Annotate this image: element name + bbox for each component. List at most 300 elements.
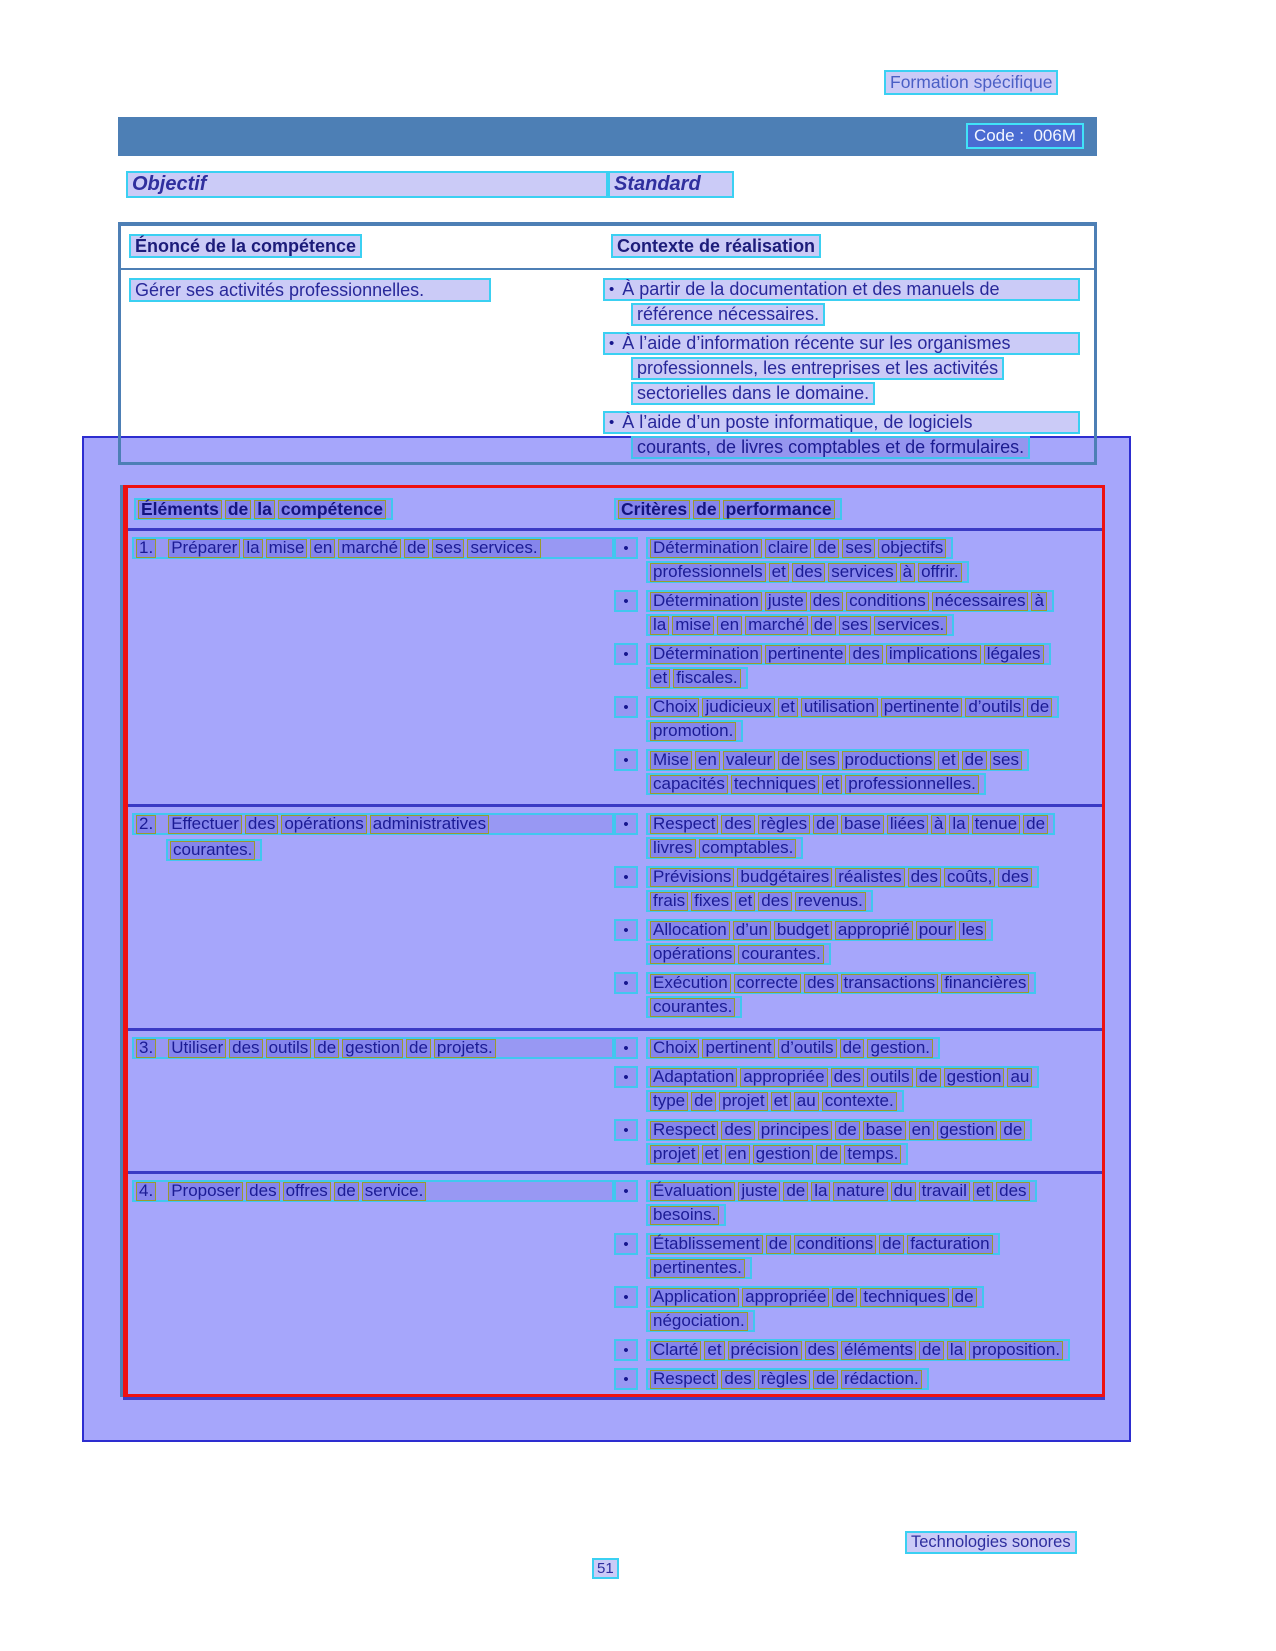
word-box: principes bbox=[758, 1121, 832, 1140]
word-box: des bbox=[721, 1370, 754, 1389]
word-box: Choix bbox=[650, 698, 699, 717]
bullet-icon: • bbox=[609, 414, 615, 431]
word-box: 2. bbox=[136, 815, 156, 834]
text-line-box bbox=[646, 1310, 755, 1332]
text-line-box bbox=[646, 667, 748, 689]
criteria-item bbox=[614, 919, 1094, 965]
text-line-box bbox=[134, 498, 393, 520]
criteria-item bbox=[614, 813, 1094, 859]
word-box: temps. bbox=[844, 1145, 901, 1164]
context-line-box bbox=[603, 278, 1080, 301]
word-box: Mise bbox=[650, 751, 692, 770]
context-line bbox=[603, 332, 1080, 355]
word-box: courantes. bbox=[170, 841, 255, 860]
word-box: de bbox=[816, 1145, 841, 1164]
table-row bbox=[128, 807, 1102, 1031]
word-box: pertinent bbox=[702, 1039, 774, 1058]
criteria-cell bbox=[614, 1037, 1102, 1171]
table2-rows bbox=[128, 531, 1102, 1396]
word-box: base bbox=[841, 815, 884, 834]
text-line-box bbox=[646, 1037, 940, 1059]
criteria-line bbox=[614, 1180, 1094, 1202]
bullet-icon: • bbox=[623, 751, 629, 769]
text-line-box bbox=[132, 1180, 614, 1202]
criteria-line bbox=[646, 1090, 1094, 1112]
word-box: gestion. bbox=[867, 1039, 933, 1058]
word-box: Établissement bbox=[650, 1235, 763, 1254]
word-box: transactions bbox=[841, 974, 939, 993]
word-box: Respect bbox=[650, 815, 718, 834]
context-line-text: À l’aide d’un poste informatique, de logiciels bbox=[622, 412, 973, 432]
text-line-box bbox=[646, 1368, 929, 1390]
word-box: de bbox=[962, 751, 987, 770]
table1-body-row bbox=[121, 270, 1094, 465]
criteria-cell bbox=[614, 537, 1102, 804]
word-box: ses bbox=[842, 539, 874, 558]
word-box: service. bbox=[362, 1182, 427, 1201]
bullet-box bbox=[614, 866, 638, 888]
element-line bbox=[132, 813, 614, 835]
section-header bbox=[884, 70, 1058, 95]
criteria-item bbox=[614, 1233, 1094, 1279]
bullet-icon: • bbox=[623, 1341, 629, 1359]
word-box: de bbox=[225, 500, 251, 519]
bullet-icon: • bbox=[623, 1068, 629, 1086]
word-box: de bbox=[314, 1039, 339, 1058]
bullet-icon: • bbox=[623, 815, 629, 833]
text-line-box bbox=[646, 1119, 1032, 1141]
page-number-label: 51 bbox=[592, 1558, 619, 1579]
text-line-box bbox=[646, 720, 743, 742]
bullet-box bbox=[614, 749, 638, 771]
text-line-box bbox=[646, 996, 742, 1018]
text-line-box bbox=[646, 1286, 984, 1308]
bullet-box bbox=[614, 972, 638, 994]
word-box: négociation. bbox=[650, 1312, 748, 1331]
word-box: besoins. bbox=[650, 1206, 719, 1225]
word-box: marché bbox=[745, 616, 808, 635]
word-box: coûts, bbox=[944, 868, 995, 887]
word-box: ses bbox=[990, 751, 1022, 770]
contexte-list bbox=[603, 278, 1094, 465]
context-line-box bbox=[603, 332, 1080, 355]
word-box: pertinente bbox=[881, 698, 963, 717]
table1-col1-header-cell bbox=[129, 234, 611, 268]
bullet-icon: • bbox=[623, 1370, 629, 1388]
criteria-line bbox=[614, 643, 1094, 665]
program-label: Technologies sonores bbox=[905, 1531, 1077, 1554]
word-box: mise bbox=[672, 616, 714, 635]
criteria-item bbox=[614, 696, 1094, 742]
word-box: règles bbox=[758, 815, 810, 834]
bullet-box bbox=[614, 919, 638, 941]
word-box: au bbox=[1007, 1068, 1032, 1087]
text-line-box bbox=[646, 1090, 904, 1112]
word-box: et bbox=[702, 1145, 722, 1164]
context-line-box: courants, de livres comptables et de formulaires. bbox=[631, 436, 1030, 459]
word-box: objectifs bbox=[878, 539, 946, 558]
criteria-line bbox=[614, 696, 1094, 718]
context-item bbox=[603, 411, 1080, 459]
text-line-box bbox=[646, 1180, 1037, 1202]
bullet-box bbox=[614, 1233, 638, 1255]
criteria-line bbox=[614, 919, 1094, 941]
criteria-item bbox=[614, 590, 1094, 636]
bullet-box bbox=[614, 1368, 638, 1390]
word-box: des bbox=[908, 868, 941, 887]
word-box: de bbox=[832, 1288, 857, 1307]
context-line-box: sectorielles dans le domaine. bbox=[631, 382, 875, 405]
word-box: et bbox=[704, 1341, 724, 1360]
word-box: Prévisions bbox=[650, 868, 734, 887]
text-line-box bbox=[646, 837, 803, 859]
word-box: Effectuer bbox=[168, 815, 242, 834]
word-box: en bbox=[717, 616, 742, 635]
text-line-box bbox=[132, 1037, 614, 1059]
criteria-item bbox=[614, 1037, 1094, 1059]
word-box: appropriée bbox=[740, 1068, 827, 1087]
word-box: professionnelles. bbox=[845, 775, 979, 794]
word-box: règles bbox=[758, 1370, 810, 1389]
text-line-box bbox=[646, 614, 954, 636]
bullet-box bbox=[614, 537, 638, 559]
context-line bbox=[603, 278, 1080, 301]
word-box: d’un bbox=[733, 921, 771, 940]
criteria-line bbox=[614, 972, 1094, 994]
word-box: légales bbox=[984, 645, 1044, 664]
code-label: Code : 006M bbox=[966, 123, 1084, 149]
word-box: éléments bbox=[841, 1341, 916, 1360]
word-box: de bbox=[835, 1121, 860, 1140]
context-line bbox=[631, 382, 1080, 405]
criteria-item bbox=[614, 1286, 1094, 1332]
word-box: outils bbox=[867, 1068, 913, 1087]
word-box: Préparer bbox=[168, 539, 240, 558]
word-box: de bbox=[778, 751, 803, 770]
criteria-line bbox=[646, 773, 1094, 795]
word-box: Proposer bbox=[168, 1182, 243, 1201]
criteria-line bbox=[646, 943, 1094, 965]
bullet-box bbox=[614, 590, 638, 612]
word-box: conditions bbox=[846, 592, 929, 611]
element-cell bbox=[128, 1037, 614, 1171]
title-bar bbox=[118, 117, 1097, 156]
word-box: de bbox=[691, 1092, 716, 1111]
word-box: et bbox=[735, 892, 755, 911]
bullet-box bbox=[614, 1180, 638, 1202]
word-box: nature bbox=[833, 1182, 887, 1201]
word-box: Évaluation bbox=[650, 1182, 735, 1201]
text-line-box bbox=[166, 839, 262, 861]
word-box: correcte bbox=[734, 974, 801, 993]
word-box: des bbox=[849, 645, 882, 664]
word-box: pour bbox=[916, 921, 956, 940]
word-box: administratives bbox=[370, 815, 489, 834]
word-box: Détermination bbox=[650, 592, 762, 611]
word-box: de bbox=[811, 616, 836, 635]
word-box: financières bbox=[941, 974, 1029, 993]
word-box: la bbox=[650, 616, 669, 635]
word-box: de bbox=[952, 1288, 977, 1307]
criteria-item bbox=[614, 866, 1094, 912]
word-box: des bbox=[996, 1182, 1029, 1201]
word-box: d’outils bbox=[965, 698, 1024, 717]
word-box: liées bbox=[887, 815, 928, 834]
text-line-box bbox=[646, 813, 1055, 835]
word-box: juste bbox=[738, 1182, 780, 1201]
word-box: de bbox=[840, 1039, 865, 1058]
word-box: de bbox=[406, 1039, 431, 1058]
word-box: compétence bbox=[278, 500, 386, 519]
text-line-box bbox=[646, 890, 873, 912]
text-line-box bbox=[132, 813, 614, 835]
criteria-line bbox=[646, 996, 1094, 1018]
objectif-standard-heading bbox=[126, 171, 734, 198]
word-box: de bbox=[404, 539, 429, 558]
element-line bbox=[166, 839, 262, 861]
word-box: de bbox=[813, 1370, 838, 1389]
word-box: des bbox=[245, 815, 278, 834]
word-box: Exécution bbox=[650, 974, 731, 993]
word-box: de bbox=[813, 815, 838, 834]
bullet-icon: • bbox=[623, 539, 629, 557]
word-box: productions bbox=[842, 751, 936, 770]
word-box: de bbox=[919, 1341, 944, 1360]
competence-statement: Gérer ses activités professionnelles. bbox=[129, 278, 491, 302]
criteria-line bbox=[614, 1119, 1094, 1141]
word-box: services. bbox=[874, 616, 947, 635]
criteria-line bbox=[646, 720, 1094, 742]
word-box: juste bbox=[765, 592, 807, 611]
criteria-item bbox=[614, 1180, 1094, 1226]
context-line-box: professionnels, les entreprises et les activités bbox=[631, 357, 1004, 380]
word-box: conditions bbox=[794, 1235, 877, 1254]
word-box: offres bbox=[283, 1182, 331, 1201]
element-line bbox=[132, 1180, 614, 1202]
table1-header-row bbox=[121, 226, 1094, 270]
table-row bbox=[128, 1031, 1102, 1174]
word-box: de bbox=[1027, 698, 1052, 717]
text-line-box bbox=[646, 972, 1036, 994]
word-box: gestion bbox=[753, 1145, 814, 1164]
bullet-icon: • bbox=[623, 868, 629, 886]
table-row bbox=[128, 1174, 1102, 1396]
table1-col1-header: Énoncé de la compétence bbox=[129, 234, 362, 258]
word-box: travail bbox=[919, 1182, 970, 1201]
word-box: à bbox=[1031, 592, 1046, 611]
element-cell bbox=[128, 1180, 614, 1396]
word-box: tenue bbox=[972, 815, 1021, 834]
word-box: réalistes bbox=[835, 868, 904, 887]
table2-col1-header bbox=[134, 498, 614, 528]
word-box: Respect bbox=[650, 1370, 718, 1389]
word-box: au bbox=[794, 1092, 819, 1111]
bullet-icon: • bbox=[623, 1121, 629, 1139]
word-box: budgétaires bbox=[737, 868, 832, 887]
word-box: appropriée bbox=[742, 1288, 829, 1307]
criteria-cell bbox=[614, 1180, 1102, 1396]
context-line-box: référence nécessaires. bbox=[631, 303, 825, 326]
word-box: gestion bbox=[944, 1068, 1005, 1087]
context-line-box bbox=[603, 411, 1080, 434]
word-box: outils bbox=[266, 1039, 312, 1058]
text-line-box bbox=[614, 498, 842, 520]
word-box: implications bbox=[886, 645, 981, 664]
word-box: des bbox=[758, 892, 791, 911]
word-box: offrir. bbox=[918, 563, 961, 582]
word-box: des bbox=[810, 592, 843, 611]
context-line-text: À l’aide d’information récente sur les organismes bbox=[622, 333, 1011, 353]
text-line-box bbox=[646, 866, 1039, 888]
word-box: précision bbox=[728, 1341, 802, 1360]
word-box: la bbox=[949, 815, 968, 834]
word-box: des bbox=[831, 1068, 864, 1087]
word-box: proposition. bbox=[969, 1341, 1063, 1360]
text-line-box bbox=[646, 1066, 1039, 1088]
criteria-line bbox=[614, 1368, 1094, 1390]
word-box: performance bbox=[723, 500, 835, 519]
criteria-item bbox=[614, 1339, 1094, 1361]
bullet-box bbox=[614, 1339, 638, 1361]
standard-heading: Standard bbox=[608, 171, 734, 198]
word-box: des bbox=[805, 1341, 838, 1360]
context-line bbox=[603, 411, 1080, 434]
bullet-box bbox=[614, 1119, 638, 1141]
bullet-icon: • bbox=[623, 1235, 629, 1253]
word-box: en bbox=[909, 1121, 934, 1140]
word-box: opérations bbox=[281, 815, 366, 834]
context-line bbox=[631, 303, 1080, 326]
word-box: la bbox=[947, 1341, 966, 1360]
word-box: et bbox=[778, 698, 798, 717]
context-item bbox=[603, 278, 1080, 326]
bullet-box bbox=[614, 643, 638, 665]
bullet-box bbox=[614, 1037, 638, 1059]
criteria-line bbox=[614, 1037, 1094, 1059]
word-box: courantes. bbox=[738, 945, 823, 964]
word-box: budget bbox=[774, 921, 832, 940]
table1-competence bbox=[118, 222, 1097, 465]
criteria-line bbox=[614, 1066, 1094, 1088]
bullet-box bbox=[614, 696, 638, 718]
word-box: Application bbox=[650, 1288, 739, 1307]
criteria-line bbox=[646, 667, 1094, 689]
word-box: comptables. bbox=[699, 839, 797, 858]
word-box: capacités bbox=[650, 775, 728, 794]
word-box: 3. bbox=[136, 1039, 156, 1058]
word-box: Clarté bbox=[650, 1341, 701, 1360]
word-box: claire bbox=[765, 539, 812, 558]
word-box: de bbox=[916, 1068, 941, 1087]
word-box: base bbox=[863, 1121, 906, 1140]
context-line-text: À partir de la documentation et des manuels de bbox=[622, 279, 1000, 299]
word-box: contexte. bbox=[822, 1092, 897, 1111]
word-box: de bbox=[814, 539, 839, 558]
text-line-box bbox=[646, 919, 993, 941]
criteria-line bbox=[614, 749, 1094, 771]
word-box: revenus. bbox=[795, 892, 866, 911]
bullet-icon: • bbox=[623, 1182, 629, 1200]
text-line-box bbox=[646, 749, 1029, 771]
text-line-box bbox=[646, 643, 1051, 665]
criteria-line bbox=[646, 1257, 1094, 1279]
criteria-item bbox=[614, 643, 1094, 689]
footer-program bbox=[905, 1531, 1077, 1554]
word-box: et bbox=[769, 563, 789, 582]
word-box: des bbox=[998, 868, 1031, 887]
table2-header-row bbox=[128, 488, 1102, 531]
word-box: ses bbox=[432, 539, 464, 558]
word-box: de bbox=[766, 1235, 791, 1254]
word-box: des bbox=[804, 974, 837, 993]
criteria-line bbox=[614, 866, 1094, 888]
word-box: de bbox=[693, 500, 719, 519]
word-box: fiscales. bbox=[673, 669, 740, 688]
word-box: de bbox=[783, 1182, 808, 1201]
word-box: facturation bbox=[907, 1235, 992, 1254]
word-box: et bbox=[973, 1182, 993, 1201]
criteria-line bbox=[646, 614, 1094, 636]
word-box: la bbox=[254, 500, 275, 519]
text-line-box bbox=[646, 590, 1054, 612]
word-box: Détermination bbox=[650, 539, 762, 558]
table-row bbox=[128, 531, 1102, 807]
word-box: Éléments bbox=[138, 500, 222, 519]
word-box: pertinente bbox=[765, 645, 847, 664]
word-box: valeur bbox=[723, 751, 775, 770]
word-box: services. bbox=[467, 539, 540, 558]
word-box: de bbox=[1023, 815, 1048, 834]
element-cell bbox=[128, 537, 614, 804]
text-line-box bbox=[132, 537, 614, 559]
text-line-box bbox=[646, 1204, 726, 1226]
text-line-box bbox=[646, 1257, 752, 1279]
word-box: et bbox=[822, 775, 842, 794]
table1-col2-header: Contexte de réalisation bbox=[611, 234, 821, 258]
text-line-box bbox=[646, 1233, 1000, 1255]
word-box: ses bbox=[806, 751, 838, 770]
table2-elements bbox=[123, 485, 1105, 1397]
word-box: de bbox=[334, 1182, 359, 1201]
bullet-icon: • bbox=[623, 645, 629, 663]
text-line-box bbox=[646, 561, 969, 583]
context-item bbox=[603, 332, 1080, 405]
text-line-box bbox=[646, 773, 986, 795]
competence-cell bbox=[121, 278, 603, 465]
element-line bbox=[132, 1037, 614, 1059]
word-box: ses bbox=[839, 616, 871, 635]
criteria-line bbox=[646, 561, 1094, 583]
word-box: mise bbox=[266, 539, 308, 558]
word-box: rédaction. bbox=[841, 1370, 922, 1389]
word-box: en bbox=[310, 539, 335, 558]
context-line bbox=[631, 436, 1080, 459]
word-box: Détermination bbox=[650, 645, 762, 664]
bullet-icon: • bbox=[623, 1039, 629, 1057]
word-box: techniques bbox=[731, 775, 819, 794]
criteria-cell bbox=[614, 813, 1102, 1028]
word-box: des bbox=[229, 1039, 262, 1058]
word-box: pertinentes. bbox=[650, 1259, 745, 1278]
criteria-line bbox=[646, 837, 1094, 859]
word-box: services bbox=[828, 563, 896, 582]
bullet-icon: • bbox=[623, 974, 629, 992]
word-box: projets. bbox=[434, 1039, 496, 1058]
word-box: de bbox=[879, 1235, 904, 1254]
objectif-heading bbox=[126, 171, 608, 198]
word-box: Allocation bbox=[650, 921, 730, 940]
text-line-box bbox=[646, 1339, 1070, 1361]
